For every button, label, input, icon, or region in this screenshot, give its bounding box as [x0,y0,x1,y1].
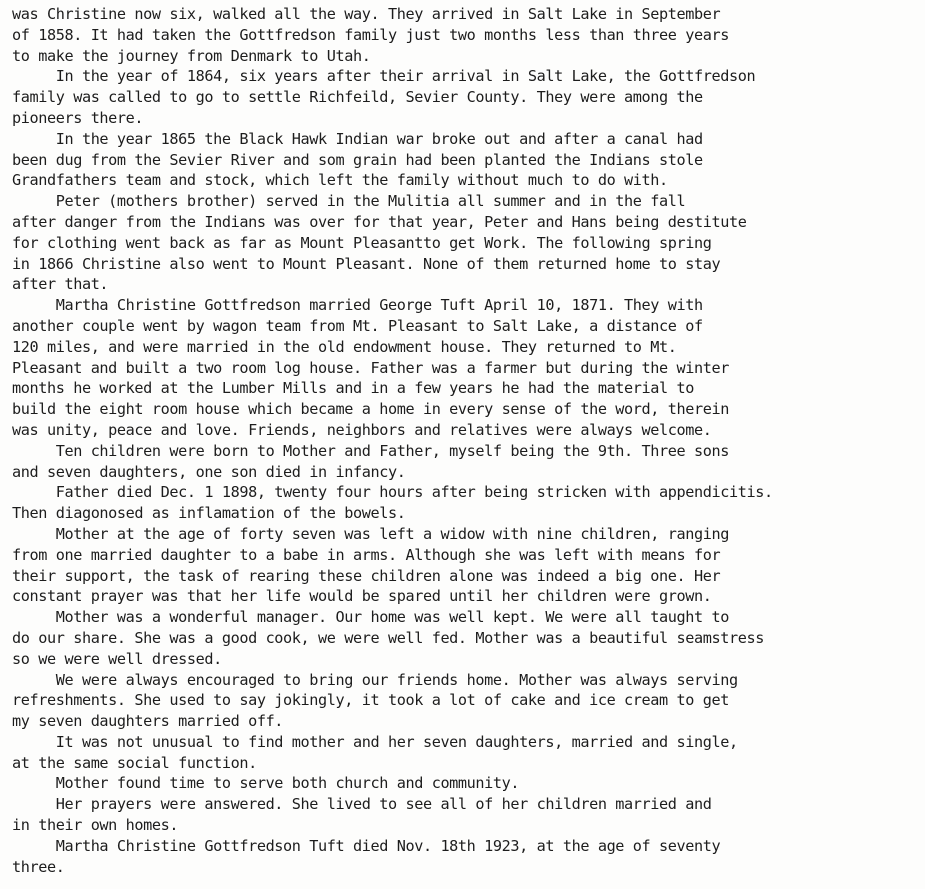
text-line: after that. [12,275,109,294]
text-line: of 1858. It had taken the Gottfredson family just two months less than three years [12,25,729,44]
text-line: Peter (mothers brother) served in the Mulitia all summer and in the fall [12,192,686,211]
text-line: my seven daughters married off. [12,712,284,731]
text-line: Martha Christine Gottfredson married George Tuft April 10, 1871. They with [12,296,703,315]
text-line: their support, the task of rearing these children alone was indeed a big one. Her [12,566,721,585]
text-line: Grandfathers team and stock, which left the family without much to do with. [12,171,668,190]
text-line: at the same social function. [12,753,257,772]
text-line: Mother was a wonderful manager. Our home was well kept. We were all taught to [12,608,729,627]
text-line: It was not unusual to find mother and her seven daughters, married and single, [12,732,738,751]
text-line: after danger from the Indians was over for that year, Peter and Hans being destitute [12,212,747,231]
text-line: refreshments. She used to say jokingly, it took a lot of cake and ice cream to get [12,691,729,710]
text-line: In the year 1865 the Black Hawk Indian war broke out and after a canal had [12,129,703,148]
typed-text-body [12,4,917,877]
text-line: Martha Christine Gottfredson Tuft died Nov. 18th 1923, at the age of seventy [12,836,721,855]
text-line: Mother at the age of forty seven was left a widow with nine children, ranging [12,524,729,543]
text-line: months he worked at the Lumber Mills and in a few years he had the material to [12,379,695,398]
text-line: build the eight room house which became a home in every sense of the word, therein [12,400,729,419]
text-line: In the year of 1864, six years after their arrival in Salt Lake, the Gottfredson [12,67,756,86]
text-line: constant prayer was that her life would be spared until her children were grown. [12,587,712,606]
text-line: from one married daughter to a babe in arms. Although she was left with means for [12,545,721,564]
text-line: Pleasant and built a two room log house. Father was a farmer but during the winter [12,358,729,377]
text-line: was unity, peace and love. Friends, neighbors and relatives were always welcome. [12,420,712,439]
text-line: pioneers there. [12,108,144,127]
text-line: for clothing went back as far as Mount Pleasantto get Work. The following spring [12,233,712,252]
text-line: in their own homes. [12,816,179,835]
text-line: family was called to go to settle Richfeild, Sevier County. They were among the [12,88,703,107]
text-line: Father died Dec. 1 1898, twenty four hours after being stricken with appendicitis. [12,483,773,502]
text-line: been dug from the Sevier River and som grain had been planted the Indians stole [12,150,703,169]
text-line: Her prayers were answered. She lived to see all of her children married and [12,795,712,814]
text-line: in 1866 Christine also went to Mount Pleasant. None of them returned home to stay [12,254,721,273]
text-line: to make the journey from Denmark to Utah. [12,46,371,65]
text-line: three. [12,857,65,876]
text-line: and seven daughters, one son died in infancy. [12,462,406,481]
text-line: 120 miles, and were married in the old endowment house. They returned to Mt. [12,337,677,356]
text-line: was Christine now six, walked all the way. They arrived in Salt Lake in September [12,5,721,23]
text-line: another couple went by wagon team from Mt. Pleasant to Salt Lake, a distance of [12,316,703,335]
text-line: so we were well dressed. [12,649,222,668]
text-line: Mother found time to serve both church and community. [12,774,520,793]
text-line: We were always encouraged to bring our friends home. Mother was always serving [12,670,738,689]
text-line: do our share. She was a good cook, we were well fed. Mother was a beautiful seamstress [12,628,764,647]
text-line: Then diagonosed as inflamation of the bowels. [12,504,406,523]
text-line: Ten children were born to Mother and Father, myself being the 9th. Three sons [12,441,729,460]
